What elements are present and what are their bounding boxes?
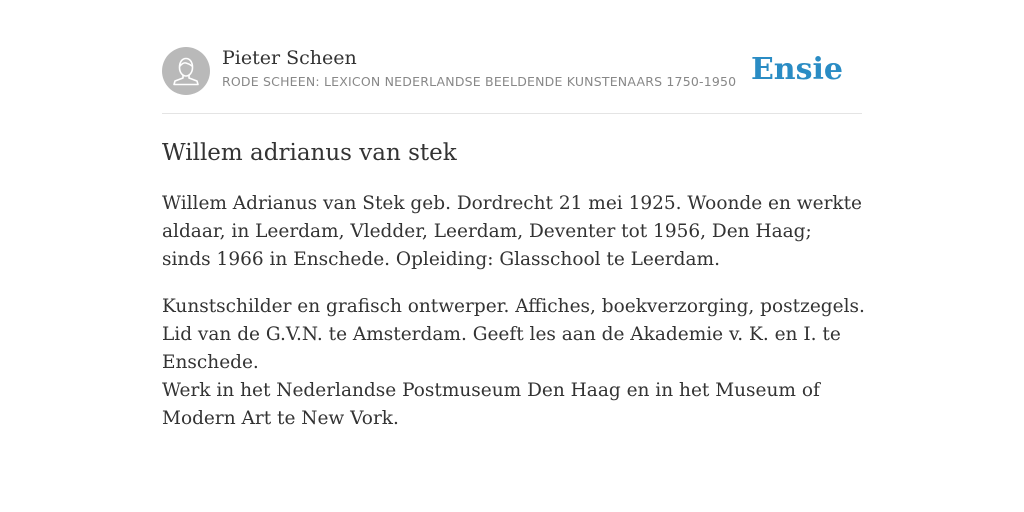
- entry-paragraph-1: Willem Adrianus van Stek geb. Dordrecht 21 mei 1925. Woonde en werkte aldaar, in Leerdam, Vledder, Leerdam, Deventer tot 1956, Den Haag; sinds 1966 in Enschede. Opleiding: Glasschool te Leerdam.: [162, 193, 863, 270]
- entry-paragraph-2: Kunstschilder en grafisch ontwerper. Affiches, boekverzorging, postzegels. Lid van de G.V.N. te Amsterdam. Geeft les aan de Akademie v. K. en I. te Enschede.: [162, 296, 865, 373]
- entry-header: [162, 46, 862, 96]
- source-title[interactable]: RODE SCHEEN: LEXICON NEDERLANDSE BEELDENDE KUNSTENAARS 1750-1950: [222, 74, 737, 89]
- ensie-logo[interactable]: Ensie: [750, 52, 843, 87]
- author-name[interactable]: Pieter Scheen: [222, 47, 357, 69]
- author-avatar[interactable]: [162, 47, 210, 95]
- entry-card: [162, 0, 865, 512]
- entry-paragraph-3: Werk in het Nederlandse Postmuseum Den Haag en in het Museum of Modern Art te New Vork.: [162, 380, 820, 429]
- entry-title: Willem adrianus van stek: [162, 140, 457, 166]
- header-divider: [162, 113, 862, 114]
